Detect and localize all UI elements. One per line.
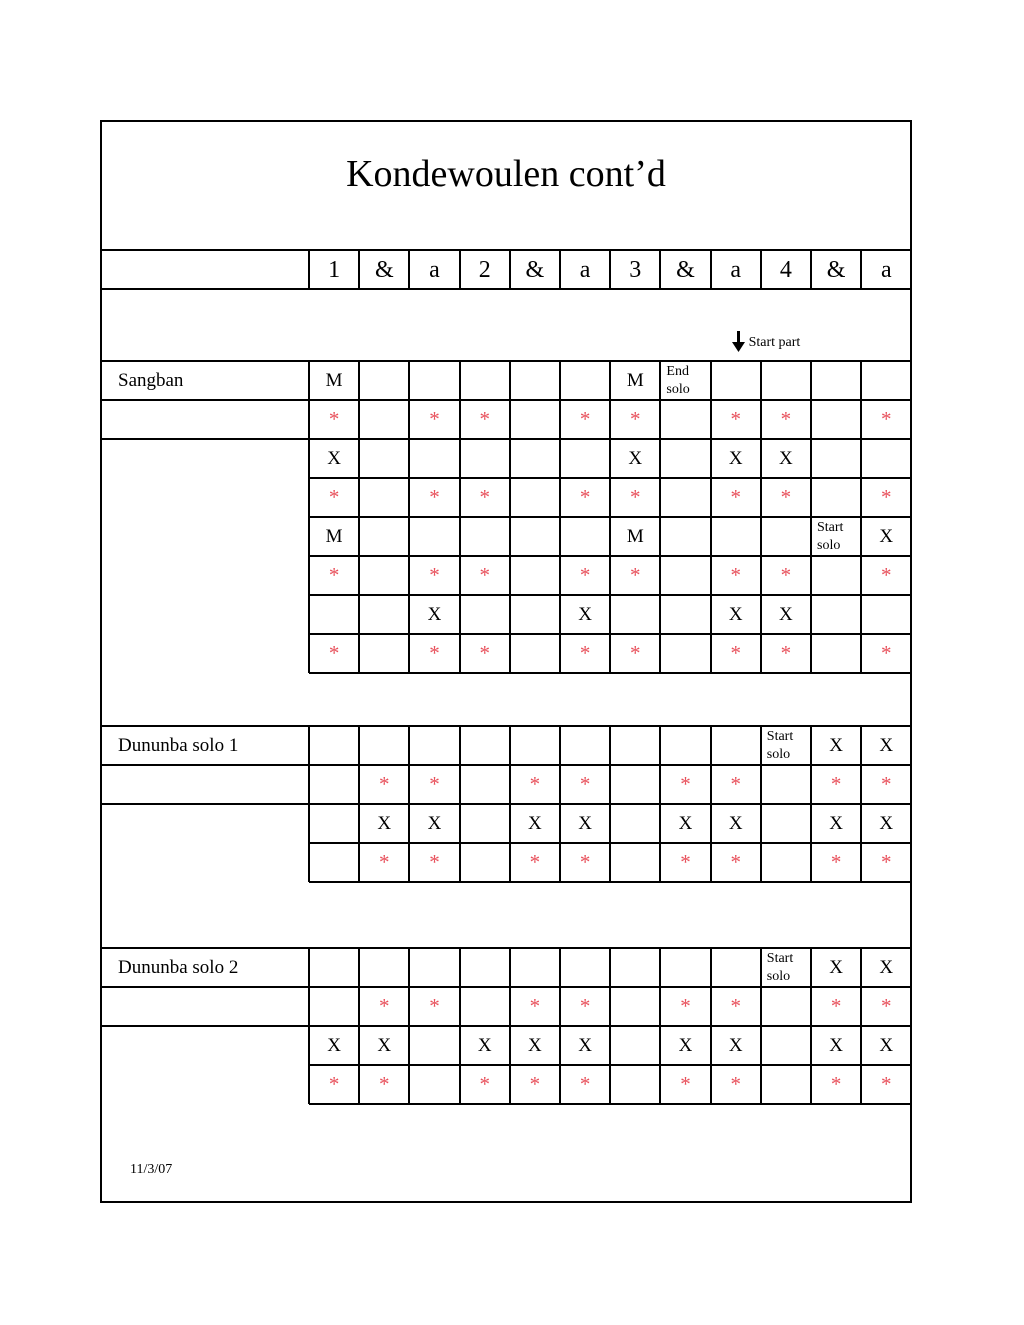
beat-cell: * (479, 1072, 490, 1096)
beat-cell: M (325, 370, 343, 391)
beat-cell: * (529, 850, 541, 874)
beat-cell: X (879, 813, 894, 834)
beat-cell: * (730, 850, 741, 874)
beat-cell: X (377, 813, 392, 834)
beat-cell: X (578, 1035, 592, 1056)
beat-cell: X (678, 813, 693, 834)
page-title: Kondewoulen cont’d (346, 153, 666, 195)
beat-cell: X (528, 813, 542, 834)
beat-cell: * (579, 1072, 591, 1096)
beat-cell: * (730, 641, 741, 665)
beat-cell: X (829, 813, 843, 834)
beat-cell: X (728, 448, 743, 469)
label-box-mid (100, 764, 309, 766)
beat-cell: * (379, 772, 390, 796)
beat-cell: X (728, 1035, 743, 1056)
beat-cell: X (879, 735, 894, 756)
beat-cell: * (529, 1072, 541, 1096)
beat-cell: Start solo (766, 950, 794, 984)
label-box-mid (100, 986, 309, 988)
beat-cell: * (881, 994, 892, 1018)
beat-cell: Start solo (817, 519, 844, 553)
section-label: Sangban (118, 370, 184, 391)
beat-cell: M (325, 526, 343, 547)
beat-cell: X (628, 448, 643, 469)
beat-cell: * (881, 772, 892, 796)
beat-label: 1 (328, 256, 341, 283)
beat-cell: * (630, 407, 641, 431)
beat-cell: * (830, 772, 842, 796)
beat-cell: X (779, 448, 793, 469)
column-line (308, 726, 310, 882)
beat-label: 2 (478, 256, 491, 283)
beat-cell: * (579, 407, 591, 431)
beat-cell: * (680, 850, 691, 874)
beat-cell: X (879, 1035, 894, 1056)
beat-cell: * (529, 994, 541, 1018)
beat-cell: M (626, 526, 644, 547)
beat-cell: * (579, 641, 591, 665)
beat-cell: * (680, 772, 691, 796)
beat-cell: X (427, 813, 442, 834)
beat-cell: X (829, 735, 843, 756)
beat-cell: X (578, 604, 592, 625)
beat-cell: * (830, 850, 842, 874)
beat-cell: X (427, 604, 442, 625)
beat-label: a (880, 256, 892, 283)
beat-cell: * (730, 407, 741, 431)
label-box-top (100, 725, 309, 727)
section-label: Dununba solo 1 (118, 735, 239, 756)
label-box-bottom (100, 438, 309, 440)
beat-cell: * (429, 641, 440, 665)
beat-label: & (676, 256, 695, 283)
beat-cell: * (881, 563, 892, 587)
beat-cell: X (578, 813, 592, 834)
beat-cell: X (377, 1035, 392, 1056)
beat-cell: * (730, 1072, 741, 1096)
beat-cell: * (379, 1072, 390, 1096)
beat-cell: * (881, 1072, 892, 1096)
label-box-top (100, 360, 309, 362)
beat-cell: * (830, 1072, 842, 1096)
beat-cell: * (479, 407, 490, 431)
beat-cell: * (630, 563, 641, 587)
beat-cell: X (829, 1035, 843, 1056)
start-part-label: Start part (748, 335, 801, 350)
beat-cell: * (328, 485, 340, 509)
beat-cell: Start solo (766, 728, 794, 762)
beat-cell: * (429, 994, 440, 1018)
beat-cell: X (477, 1035, 492, 1056)
beat-label: a (579, 256, 591, 283)
beat-cell: * (881, 641, 892, 665)
beat-cell: X (829, 957, 843, 978)
beat-cell: * (328, 641, 340, 665)
label-box-bottom (100, 803, 309, 805)
beat-cell: * (328, 407, 340, 431)
beat-cell: * (429, 485, 440, 509)
beat-label: & (374, 256, 394, 283)
label-box-bottom (100, 1025, 309, 1027)
label-box-mid (100, 399, 309, 401)
beat-cell: X (678, 1035, 693, 1056)
beat-cell: * (780, 485, 792, 509)
beat-cell: * (830, 994, 842, 1018)
beat-cell: * (780, 563, 792, 587)
beat-cell: * (579, 772, 591, 796)
beat-cell: * (429, 772, 440, 796)
label-box-top (100, 947, 309, 949)
beat-label: 4 (779, 256, 792, 283)
beat-cell: M (626, 370, 644, 391)
beat-cell: X (879, 526, 894, 547)
beat-cell: * (881, 407, 892, 431)
beat-cell: * (730, 563, 741, 587)
beat-cell: * (429, 563, 440, 587)
beat-cell: * (479, 641, 490, 665)
beat-cell: * (730, 772, 741, 796)
beat-cell: * (881, 485, 892, 509)
beat-cell: * (579, 994, 591, 1018)
beat-cell: * (730, 994, 741, 1018)
date-stamp: 11/3/07 (130, 1162, 173, 1177)
beat-cell: * (881, 850, 892, 874)
beat-cell: * (379, 850, 390, 874)
beat-cell: X (728, 813, 743, 834)
beat-cell: * (479, 563, 490, 587)
beat-cell: * (579, 485, 591, 509)
beat-cell: * (730, 485, 741, 509)
beat-cell: End solo (666, 363, 690, 397)
beat-label: 3 (629, 256, 642, 283)
beat-cell: X (779, 604, 793, 625)
beat-cell: * (579, 850, 591, 874)
beat-cell: * (680, 994, 691, 1018)
beat-cell: X (528, 1035, 542, 1056)
beat-cell: X (327, 448, 341, 469)
beat-cell: * (429, 850, 440, 874)
beat-label: & (826, 256, 846, 283)
beat-cell: * (379, 994, 390, 1018)
beat-cell: * (780, 407, 792, 431)
beat-cell: * (630, 641, 641, 665)
beat-cell: * (680, 1072, 691, 1096)
beat-cell: * (328, 563, 340, 587)
beat-cell: * (780, 641, 792, 665)
beat-cell: X (879, 957, 894, 978)
beat-cell: * (630, 485, 641, 509)
beat-cell: * (579, 563, 591, 587)
beat-cell: * (328, 1072, 340, 1096)
beat-label: & (525, 256, 545, 283)
beat-cell: * (429, 407, 440, 431)
beat-label: a (429, 256, 440, 283)
arrow-down-icon (732, 331, 746, 353)
beat-cell: * (529, 772, 541, 796)
beat-label: a (730, 256, 742, 283)
beat-cell: X (728, 604, 743, 625)
section-label: Dununba solo 2 (118, 957, 239, 978)
beat-cell: * (479, 485, 490, 509)
beat-cell: X (327, 1035, 341, 1056)
